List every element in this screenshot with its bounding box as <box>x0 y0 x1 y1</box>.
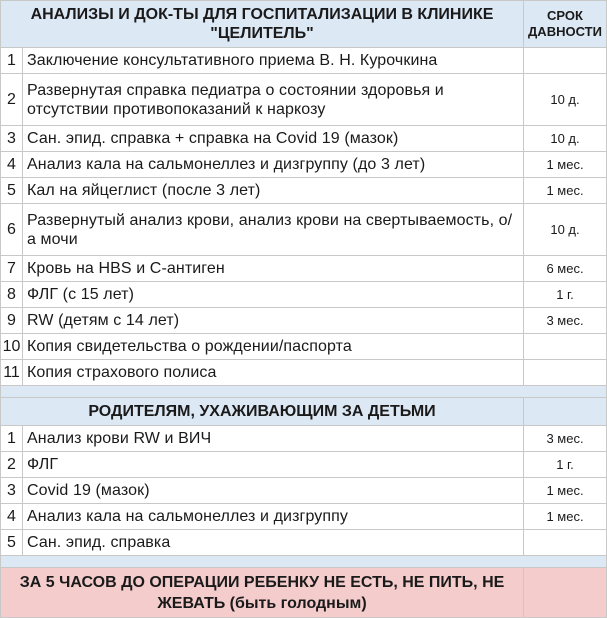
row-name: Развернутая справка педиатра о состоянии здоровья и отсутствии противопоказаний к наркозу <box>23 74 524 126</box>
row-term <box>524 48 607 74</box>
row-number: 8 <box>1 282 23 308</box>
row-number: 2 <box>1 452 23 478</box>
table-title: АНАЛИЗЫ И ДОК-ТЫ ДЛЯ ГОСПИТАЛИЗАЦИИ В КЛИНИКЕ "ЦЕЛИТЕЛЬ" <box>1 1 524 48</box>
parents-section-header <box>1 398 607 426</box>
table-row <box>1 504 607 530</box>
section-divider <box>1 386 607 398</box>
row-number: 9 <box>1 308 23 334</box>
row-name: Сан. эпид. справка <box>23 530 524 556</box>
row-name: Covid 19 (мазок) <box>23 478 524 504</box>
section-divider <box>1 556 607 568</box>
table-row <box>1 360 607 386</box>
table-row <box>1 530 607 556</box>
row-number: 3 <box>1 126 23 152</box>
table-row <box>1 126 607 152</box>
row-name: Копия страхового полиса <box>23 360 524 386</box>
row-term: 1 г. <box>524 282 607 308</box>
row-term: 10 д. <box>524 126 607 152</box>
row-term: 1 мес. <box>524 152 607 178</box>
table-row <box>1 478 607 504</box>
row-number: 5 <box>1 178 23 204</box>
term-column-header: СРОК ДАВНОСТИ <box>524 1 607 48</box>
row-number: 1 <box>1 48 23 74</box>
row-name: Сан. эпид. справка + справка на Covid 19 (мазок) <box>23 126 524 152</box>
table-row <box>1 178 607 204</box>
row-term <box>524 334 607 360</box>
row-number: 1 <box>1 426 23 452</box>
table-row <box>1 48 607 74</box>
row-term: 3 мес. <box>524 308 607 334</box>
row-name: RW (детям с 14 лет) <box>23 308 524 334</box>
row-name: Заключение консультативного приема В. Н. Курочкина <box>23 48 524 74</box>
row-name: Кровь на HBS и С-антиген <box>23 256 524 282</box>
row-term: 3 мес. <box>524 426 607 452</box>
table-row <box>1 74 607 126</box>
table-row <box>1 334 607 360</box>
table-row <box>1 256 607 282</box>
row-number: 4 <box>1 152 23 178</box>
row-name: Анализ кала на сальмонеллез и дизгруппу <box>23 504 524 530</box>
row-term <box>524 360 607 386</box>
row-number: 10 <box>1 334 23 360</box>
row-term: 6 мес. <box>524 256 607 282</box>
table-row <box>1 152 607 178</box>
row-term: 10 д. <box>524 74 607 126</box>
row-number: 6 <box>1 204 23 256</box>
row-name: Копия свидетельства о рождении/паспорта <box>23 334 524 360</box>
table-row <box>1 282 607 308</box>
parents-section-title: РОДИТЕЛЯМ, УХАЖИВАЮЩИМ ЗА ДЕТЬМИ <box>1 398 524 426</box>
row-number: 4 <box>1 504 23 530</box>
row-number: 7 <box>1 256 23 282</box>
row-term: 1 мес. <box>524 478 607 504</box>
row-number: 11 <box>1 360 23 386</box>
row-number: 3 <box>1 478 23 504</box>
row-name: Анализ кала на сальмонеллез и дизгруппу (до 3 лет) <box>23 152 524 178</box>
row-term <box>524 530 607 556</box>
row-name: Анализ крови RW и ВИЧ <box>23 426 524 452</box>
table-row <box>1 308 607 334</box>
row-term: 10 д. <box>524 204 607 256</box>
row-term: 1 мес. <box>524 504 607 530</box>
row-term: 1 г. <box>524 452 607 478</box>
row-name: Развернутый анализ крови, анализ крови на свертываемость, о/а мочи <box>23 204 524 256</box>
row-name: Кал на яйцеглист (после 3 лет) <box>23 178 524 204</box>
warning-text: ЗА 5 ЧАСОВ ДО ОПЕРАЦИИ РЕБЕНКУ НЕ ЕСТЬ, НЕ ПИТЬ, НЕ ЖЕВАТЬ (быть голодным) <box>1 568 524 618</box>
table-row <box>1 452 607 478</box>
row-number: 5 <box>1 530 23 556</box>
warning-row <box>1 568 607 618</box>
table-row <box>1 426 607 452</box>
row-term: 1 мес. <box>524 178 607 204</box>
row-number: 2 <box>1 74 23 126</box>
row-name: ФЛГ (с 15 лет) <box>23 282 524 308</box>
header-row <box>1 1 607 48</box>
row-name: ФЛГ <box>23 452 524 478</box>
table-row <box>1 204 607 256</box>
